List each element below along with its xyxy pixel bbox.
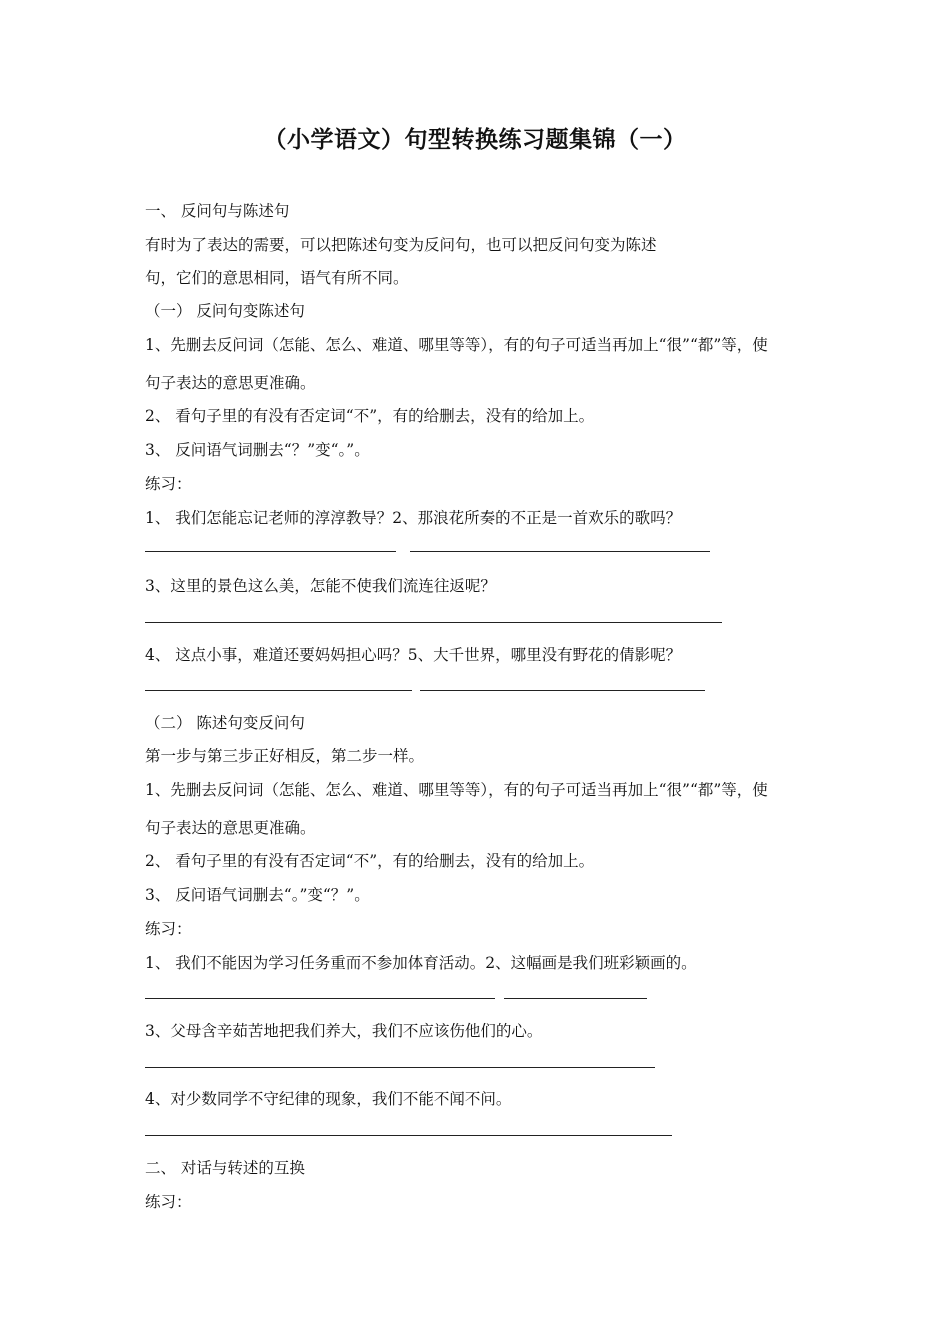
- answer-blank[interactable]: [145, 1067, 655, 1068]
- exercise-label: 练习：: [145, 920, 192, 938]
- exercise-item: 4、对少数同学不守纪律的现象，我们不能不闻不问。: [145, 1090, 512, 1108]
- answer-blank[interactable]: [145, 998, 495, 999]
- document-title: （小学语文）句型转换练习题集锦（一）: [263, 126, 687, 153]
- exercise-item: 1、 我们不能因为学习任务重而不参加体育活动。2、这幅画是我们班彩颖画的。: [145, 954, 697, 972]
- rule-line: 3、 反问语气词删去“。”变“？”。: [145, 886, 370, 904]
- exercise-item: 4、 这点小事，难道还要妈妈担心吗？5、大千世界，哪里没有野花的倩影呢？: [145, 646, 682, 664]
- subsection-heading-1: （一） 反问句变陈述句: [145, 302, 305, 320]
- rule-line: 3、 反问语气词删去“？”变“。”。: [145, 441, 370, 459]
- section-heading-2: 二、 对话与转述的互换: [145, 1159, 305, 1177]
- rule-line: 句子表达的意思更准确。: [145, 819, 316, 837]
- paragraph-line: 有时为了表达的需要，可以把陈述句变为反问句，也可以把反问句变为陈述: [145, 236, 657, 254]
- answer-blank[interactable]: [410, 551, 710, 552]
- rule-line: 句子表达的意思更准确。: [145, 374, 316, 392]
- answer-blank[interactable]: [145, 622, 722, 623]
- exercise-label: 练习：: [145, 475, 192, 493]
- section-heading-1: 一、 反问句与陈述句: [145, 202, 290, 220]
- answer-blank[interactable]: [145, 690, 412, 691]
- paragraph-line: 第一步与第三步正好相反，第二步一样。: [145, 747, 425, 765]
- rule-line: 2、 看句子里的有没有否定词“不”，有的给删去，没有的给加上。: [145, 852, 595, 870]
- rule-line: 1、先删去反问词（怎能、怎么、难道、哪里等等），有的句子可适当再加上“很”“都”等，使: [145, 336, 768, 354]
- answer-blank[interactable]: [420, 690, 705, 691]
- exercise-item: 3、父母含辛茹苦地把我们养大，我们不应该伤他们的心。: [145, 1022, 543, 1040]
- paragraph-line: 句，它们的意思相同，语气有所不同。: [145, 269, 409, 287]
- rule-line: 1、先删去反问词（怎能、怎么、难道、哪里等等），有的句子可适当再加上“很”“都”等，使: [145, 781, 768, 799]
- subsection-heading-2: （二） 陈述句变反问句: [145, 714, 305, 732]
- exercise-item: 1、 我们怎能忘记老师的淳淳教导？2、那浪花所奏的不正是一首欢乐的歌吗？: [145, 509, 682, 527]
- rule-line: 2、 看句子里的有没有否定词“不”，有的给删去，没有的给加上。: [145, 407, 595, 425]
- answer-blank[interactable]: [145, 551, 396, 552]
- answer-blank[interactable]: [145, 1135, 672, 1136]
- answer-blank[interactable]: [504, 998, 647, 999]
- exercise-label: 练习：: [145, 1193, 192, 1211]
- exercise-item: 3、这里的景色这么美，怎能不使我们流连往返呢？: [145, 577, 496, 595]
